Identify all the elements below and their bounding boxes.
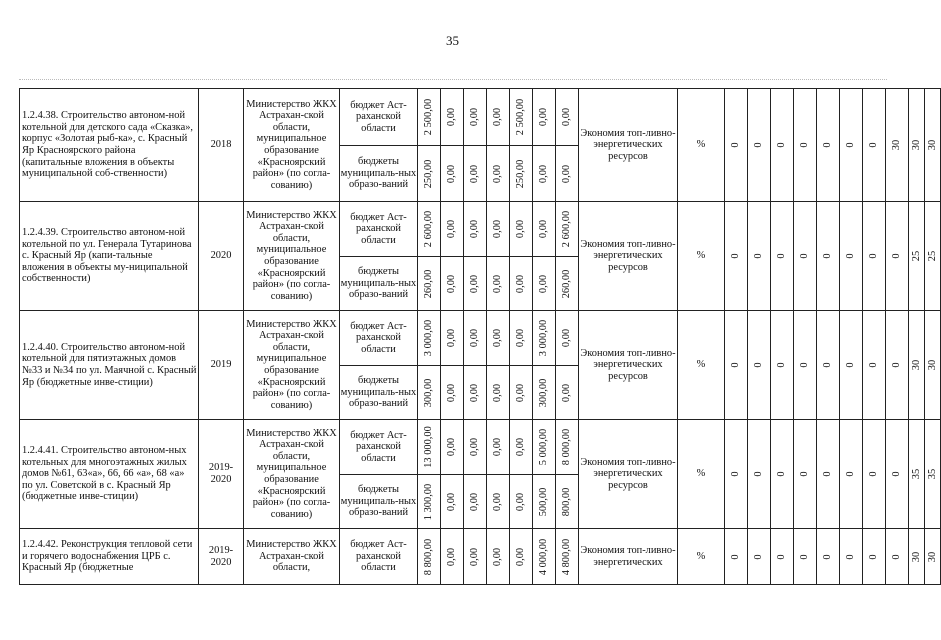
funding-value — [556, 146, 579, 202]
funding-value — [418, 311, 441, 366]
table-row — [20, 529, 941, 585]
funding-value — [418, 257, 441, 311]
target-value-text: 0 — [776, 471, 788, 477]
target-value — [925, 311, 941, 420]
funding-source: бюджет Аст-раханской области — [340, 529, 418, 585]
target-value — [748, 89, 771, 202]
funding-value — [418, 366, 441, 420]
header-divider — [19, 79, 887, 80]
funding-value — [464, 529, 487, 585]
target-value-text: 0 — [753, 142, 765, 148]
target-value — [794, 311, 817, 420]
target-value-text: 0 — [753, 253, 765, 259]
target-value — [863, 89, 886, 202]
target-value-text: 0 — [891, 471, 903, 477]
funding-value — [418, 202, 441, 257]
funding-value — [533, 311, 556, 366]
funding-value-text: 2 600,00 — [423, 210, 435, 248]
target-value — [817, 529, 840, 585]
funding-value-text: 13 000,00 — [423, 426, 435, 468]
funding-value-text: 0,00 — [492, 107, 504, 127]
target-value-text: 0 — [868, 471, 880, 477]
measure-name: 1.2.4.41. Строительство автоном-ных котельных для многоэтажных жилых домов №61, 63«а», 66, 66 «а», 68 «а» по ул. Советской в с. Красный Яр (бюджетные инве-стиции) — [20, 420, 199, 529]
funding-value-text: 0,00 — [561, 107, 573, 127]
funding-value — [510, 529, 533, 585]
funding-source: бюджет Аст-раханской области — [340, 311, 418, 366]
target-value-text: 30 — [926, 551, 938, 562]
funding-value-text: 0,00 — [469, 164, 481, 183]
indicator-unit: % — [678, 202, 725, 311]
target-value-text: 0 — [868, 142, 880, 148]
funding-value — [464, 202, 487, 257]
funding-value — [418, 420, 441, 475]
target-value — [886, 89, 909, 202]
target-value — [909, 89, 925, 202]
funding-value — [556, 257, 579, 311]
measure-name: 1.2.4.38. Строительство автоном-ной котельной для детского сада «Сказка», корпус «Золотая рыб-ка», с. Красный Яр Красноярского района (капитальные вложения в объекты муниципальной соб-ственности) — [20, 89, 199, 202]
indicator-unit: % — [678, 420, 725, 529]
funding-source: бюджеты муниципаль-ных образо-ваний — [340, 366, 418, 420]
funding-value — [487, 311, 510, 366]
indicator-name: Экономия топ-ливно-энергетических ресурсов — [579, 311, 678, 420]
target-value — [771, 529, 794, 585]
target-value-text: 0 — [868, 553, 880, 560]
funding-value-text: 0,00 — [469, 219, 481, 239]
target-value-text: 0 — [753, 471, 765, 477]
funding-value-text: 500,00 — [538, 487, 550, 516]
target-value-text: 0 — [776, 553, 788, 560]
measure-name: 1.2.4.40. Строительство автоном-ной котельной для пятиэтажных домов №33 и №34 по ул. Маячной с. Красный Яр (бюджетные инве-стиции) — [20, 311, 199, 420]
target-value-text: 0 — [845, 471, 857, 477]
funding-value — [418, 475, 441, 529]
funding-value-text: 0,00 — [446, 274, 458, 293]
target-value — [725, 529, 748, 585]
funding-source: бюджеты муниципаль-ных образо-ваний — [340, 475, 418, 529]
measure-executor: Министерство ЖКХ Астрахан-ской области, муниципальное образование «Красноярский район» (по согла-сованию) — [244, 89, 340, 202]
target-value-text: 30 — [910, 551, 922, 562]
target-value — [748, 311, 771, 420]
funding-value-text: 0,00 — [492, 437, 504, 457]
funding-value-text: 3 000,00 — [538, 319, 550, 357]
funding-value — [487, 202, 510, 257]
funding-value-text: 0,00 — [561, 328, 573, 348]
funding-value — [464, 420, 487, 475]
funding-value-text: 1 300,00 — [423, 483, 435, 520]
funding-value-text: 3 000,00 — [423, 319, 435, 357]
funding-value-text: 800,00 — [561, 487, 573, 516]
measure-name: 1.2.4.42. Реконструкция тепловой сети и горячего водоснабжения ЦРБ с. Красный Яр (бюджетные — [20, 529, 199, 585]
target-value — [817, 420, 840, 529]
funding-value-text: 0,00 — [446, 437, 458, 457]
target-value — [817, 202, 840, 311]
funding-value — [487, 420, 510, 475]
target-value-text: 0 — [730, 362, 742, 368]
funding-value-text: 4 800,00 — [561, 538, 573, 575]
measure-executor: Министерство ЖКХ Астрахан-ской области, муниципальное образование «Красноярский район» (по согла-сованию) — [244, 202, 340, 311]
target-value — [840, 202, 863, 311]
target-value — [863, 420, 886, 529]
target-value-text: 0 — [776, 253, 788, 259]
target-value — [925, 89, 941, 202]
funding-value — [556, 475, 579, 529]
funding-source: бюджет Аст-раханской области — [340, 89, 418, 146]
target-value-text: 0 — [730, 253, 742, 259]
target-value — [817, 311, 840, 420]
funding-value-text: 0,00 — [538, 107, 550, 127]
funding-value — [441, 202, 464, 257]
measure-name: 1.2.4.39. Строительство автоном-ной котельной по ул. Генерала Тутаринова с. Красный Яр (капи-тальные вложения в объекты му-ниципальной собственности) — [20, 202, 199, 311]
target-value-text: 0 — [730, 471, 742, 477]
funding-value-text: 0,00 — [492, 547, 504, 566]
funding-value — [510, 89, 533, 146]
target-value-text: 0 — [776, 142, 788, 148]
funding-value-text: 4 000,00 — [538, 538, 550, 575]
target-value — [771, 89, 794, 202]
target-value-text: 0 — [822, 142, 834, 148]
funding-value-text: 2 500,00 — [515, 98, 527, 136]
target-value — [909, 202, 925, 311]
funding-value — [441, 366, 464, 420]
indicator-unit: % — [678, 311, 725, 420]
funding-value — [418, 146, 441, 202]
target-value — [840, 89, 863, 202]
funding-value-text: 260,00 — [561, 269, 573, 298]
measure-year: 2019-2020 — [199, 420, 244, 529]
measure-year: 2018 — [199, 89, 244, 202]
funding-value-text: 0,00 — [469, 437, 481, 457]
funding-value-text: 0,00 — [492, 383, 504, 402]
target-value — [794, 529, 817, 585]
funding-value-text: 0,00 — [515, 437, 527, 457]
funding-value-text: 8 800,00 — [423, 538, 435, 575]
target-value-text: 35 — [910, 468, 922, 480]
target-value-text: 30 — [926, 139, 938, 151]
funding-value-text: 0,00 — [446, 383, 458, 402]
target-value-text: 0 — [891, 253, 903, 259]
funding-value — [533, 257, 556, 311]
funding-value — [487, 146, 510, 202]
target-value — [886, 202, 909, 311]
target-value-text: 0 — [868, 253, 880, 259]
target-value-text: 0 — [868, 362, 880, 368]
funding-value-text: 0,00 — [515, 274, 527, 293]
table-row — [20, 311, 941, 366]
funding-value — [464, 257, 487, 311]
funding-value — [556, 311, 579, 366]
funding-value-text: 0,00 — [492, 492, 504, 511]
funding-value — [464, 146, 487, 202]
target-value-text: 0 — [822, 553, 834, 560]
funding-value — [510, 257, 533, 311]
measure-executor: Министерство ЖКХ Астрахан-ской области, муниципальное образование «Красноярский район» (по согла-сованию) — [244, 420, 340, 529]
measure-year: 2019-2020 — [199, 529, 244, 585]
target-value — [748, 529, 771, 585]
funding-value — [464, 366, 487, 420]
indicator-name: Экономия топ-ливно-энергетических ресурсов — [579, 89, 678, 202]
funding-value — [487, 366, 510, 420]
program-table — [19, 88, 941, 585]
target-value — [771, 202, 794, 311]
funding-value-text: 5 000,00 — [538, 428, 550, 466]
funding-value-text: 0,00 — [446, 219, 458, 239]
target-value-text: 0 — [822, 471, 834, 477]
measure-year: 2019 — [199, 311, 244, 420]
target-value — [725, 202, 748, 311]
funding-value — [556, 202, 579, 257]
funding-value-text: 0,00 — [469, 328, 481, 348]
target-value-text: 0 — [799, 142, 811, 148]
funding-value-text: 0,00 — [446, 492, 458, 511]
funding-value — [533, 420, 556, 475]
target-value-text: 0 — [799, 253, 811, 259]
table-row — [20, 89, 941, 146]
table-row — [20, 420, 941, 475]
target-value — [725, 311, 748, 420]
target-value-text: 0 — [730, 553, 742, 560]
funding-value — [441, 257, 464, 311]
target-value-text: 0 — [799, 553, 811, 560]
target-value — [840, 311, 863, 420]
funding-value — [510, 366, 533, 420]
target-value — [794, 202, 817, 311]
target-value — [863, 311, 886, 420]
funding-value-text: 300,00 — [538, 378, 550, 407]
target-value — [771, 420, 794, 529]
funding-value — [510, 146, 533, 202]
funding-value — [441, 529, 464, 585]
target-value — [840, 529, 863, 585]
target-value — [909, 420, 925, 529]
target-value — [886, 311, 909, 420]
target-value-text: 0 — [845, 253, 857, 259]
target-value — [863, 529, 886, 585]
funding-value — [464, 89, 487, 146]
target-value-text: 0 — [822, 362, 834, 368]
target-value-text: 0 — [891, 553, 903, 560]
target-value — [909, 529, 925, 585]
funding-value — [441, 420, 464, 475]
funding-source: бюджет Аст-раханской области — [340, 420, 418, 475]
target-value-text: 30 — [910, 359, 922, 371]
funding-value — [510, 311, 533, 366]
funding-value-text: 250,00 — [515, 159, 527, 188]
funding-value — [487, 257, 510, 311]
target-value-text: 0 — [845, 362, 857, 368]
funding-value-text: 250,00 — [423, 159, 435, 188]
funding-value-text: 0,00 — [446, 107, 458, 127]
target-value-text: 35 — [926, 468, 938, 480]
funding-value-text: 8 000,00 — [561, 428, 573, 466]
funding-value-text: 260,00 — [423, 269, 435, 298]
target-value — [925, 529, 941, 585]
target-value — [794, 89, 817, 202]
funding-value — [487, 529, 510, 585]
funding-value — [533, 529, 556, 585]
indicator-name: Экономия топ-ливно-энергетических ресурсов — [579, 202, 678, 311]
funding-value — [533, 202, 556, 257]
funding-value-text: 0,00 — [446, 547, 458, 566]
target-value — [886, 529, 909, 585]
target-value — [748, 420, 771, 529]
target-value — [863, 202, 886, 311]
target-value-text: 0 — [730, 142, 742, 148]
funding-value — [418, 89, 441, 146]
funding-source: бюджеты муниципаль-ных образо-ваний — [340, 257, 418, 311]
target-value — [925, 202, 941, 311]
funding-value-text: 0,00 — [538, 219, 550, 239]
funding-value — [556, 420, 579, 475]
funding-value — [418, 529, 441, 585]
funding-source: бюджет Аст-раханской области — [340, 202, 418, 257]
target-value — [840, 420, 863, 529]
funding-value-text: 0,00 — [469, 274, 481, 293]
funding-value-text: 0,00 — [515, 383, 527, 402]
target-value-text: 0 — [776, 362, 788, 368]
page-number: 35 — [446, 33, 459, 48]
funding-value-text: 0,00 — [446, 164, 458, 183]
funding-value-text: 0,00 — [561, 164, 573, 183]
target-value-text: 0 — [799, 362, 811, 368]
funding-source: бюджеты муниципаль-ных образо-ваний — [340, 146, 418, 202]
funding-value — [510, 475, 533, 529]
target-value-text: 30 — [891, 139, 903, 151]
funding-value-text: 0,00 — [515, 328, 527, 348]
funding-value — [487, 475, 510, 529]
target-value — [771, 311, 794, 420]
funding-value — [533, 475, 556, 529]
measure-year: 2020 — [199, 202, 244, 311]
target-value — [925, 420, 941, 529]
funding-value — [464, 475, 487, 529]
funding-value-text: 300,00 — [423, 378, 435, 407]
funding-value — [464, 311, 487, 366]
funding-value-text: 0,00 — [469, 107, 481, 127]
measure-executor: Министерство ЖКХ Астрахан-ской области, — [244, 529, 340, 585]
table-row — [20, 202, 941, 257]
target-value-text: 30 — [926, 359, 938, 371]
funding-value-text: 0,00 — [492, 274, 504, 293]
indicator-name: Экономия топ-ливно-энергетических ресурсов — [579, 420, 678, 529]
target-value-text: 0 — [822, 253, 834, 259]
funding-value-text: 0,00 — [469, 547, 481, 566]
target-value — [909, 311, 925, 420]
funding-value-text: 0,00 — [492, 328, 504, 348]
indicator-name: Экономия топ-ливно-энергетических — [579, 529, 678, 585]
funding-value — [533, 146, 556, 202]
funding-value-text: 0,00 — [469, 383, 481, 402]
funding-value — [441, 475, 464, 529]
target-value — [725, 89, 748, 202]
funding-value-text: 0,00 — [561, 383, 573, 402]
target-value-text: 0 — [753, 553, 765, 560]
funding-value-text: 0,00 — [446, 328, 458, 348]
measure-executor: Министерство ЖКХ Астрахан-ской области, муниципальное образование «Красноярский район» (по согла-сованию) — [244, 311, 340, 420]
target-value-text: 0 — [891, 362, 903, 368]
target-value-text: 25 — [910, 250, 922, 262]
target-value-text: 0 — [753, 362, 765, 368]
target-value — [725, 420, 748, 529]
funding-value-text: 2 600,00 — [561, 210, 573, 248]
funding-value — [556, 529, 579, 585]
funding-value — [441, 311, 464, 366]
target-value-text: 30 — [910, 139, 922, 151]
target-value — [748, 202, 771, 311]
funding-value-text: 0,00 — [515, 492, 527, 511]
funding-value — [487, 89, 510, 146]
funding-value-text: 2 500,00 — [423, 98, 435, 136]
funding-value-text: 0,00 — [538, 274, 550, 293]
funding-value — [510, 420, 533, 475]
funding-value — [556, 89, 579, 146]
funding-value-text: 0,00 — [515, 547, 527, 566]
funding-value — [556, 366, 579, 420]
target-value-text: 25 — [926, 250, 938, 262]
funding-value — [510, 202, 533, 257]
target-value-text: 0 — [845, 142, 857, 148]
target-value — [886, 420, 909, 529]
indicator-unit: % — [678, 89, 725, 202]
funding-value — [533, 366, 556, 420]
target-value-text: 0 — [845, 553, 857, 560]
funding-value-text: 0,00 — [538, 164, 550, 183]
target-value-text: 0 — [799, 471, 811, 477]
funding-value-text: 0,00 — [515, 219, 527, 239]
target-value — [794, 420, 817, 529]
funding-value-text: 0,00 — [492, 219, 504, 239]
funding-value — [441, 146, 464, 202]
indicator-unit: % — [678, 529, 725, 585]
funding-value — [441, 89, 464, 146]
funding-value-text: 0,00 — [469, 492, 481, 511]
target-value — [817, 89, 840, 202]
funding-value — [533, 89, 556, 146]
funding-value-text: 0,00 — [492, 164, 504, 183]
